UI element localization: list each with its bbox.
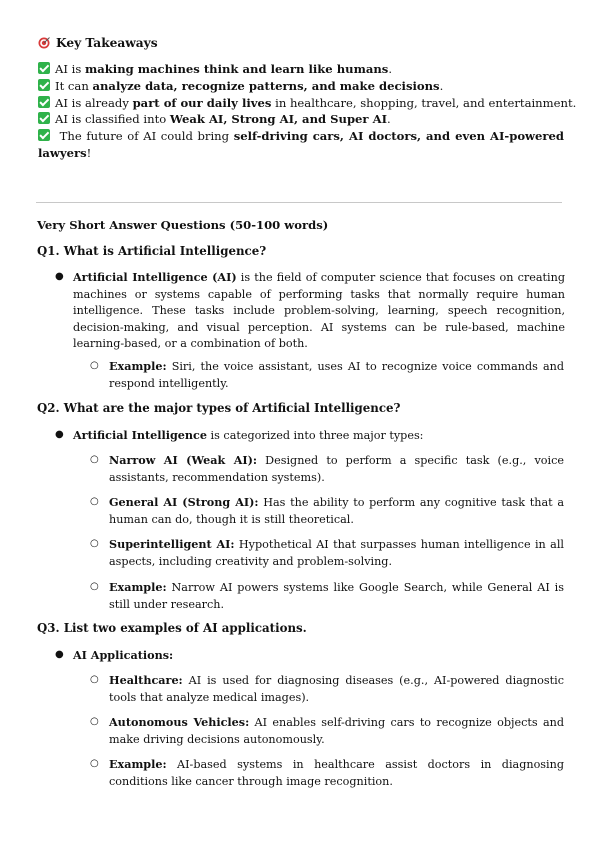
section-title: Very Short Answer Questions (50-100 words)	[37, 218, 329, 232]
takeaway-item: AI is classified into Weak AI, Strong AI, and Super AI.	[38, 111, 564, 128]
sub-bullet-icon: ○	[90, 360, 99, 371]
section-divider	[36, 202, 562, 203]
list-item: ● Artificial Intelligence is categorized into three major types:	[55, 428, 424, 442]
check-icon	[38, 112, 50, 124]
check-icon	[38, 129, 50, 141]
question-heading: Q3. List two examples of AI applications.	[37, 621, 307, 635]
bullet-icon: ●	[55, 649, 64, 660]
sub-bullet-icon: ○	[90, 496, 99, 507]
sub-list-item: ○ General AI (Strong AI): Has the ability to perform any cognitive task that a human can do, though it is still theoretical.	[90, 495, 564, 526]
bullet-icon: ●	[55, 429, 64, 440]
takeaway-item: It can analyze data, recognize patterns, and make decisions.	[38, 78, 564, 95]
check-icon	[38, 79, 50, 91]
sub-list-item: ○ Narrow AI (Weak AI): Designed to perform a specific task (e.g., voice assistants, recommendation systems).	[90, 453, 564, 484]
sub-list-item: ○ Autonomous Vehicles: AI enables self-driving cars to recognize objects and make driving decisions autonomously.	[90, 715, 564, 746]
target-icon	[38, 37, 50, 49]
list-item: ● AI Applications:	[55, 648, 174, 662]
takeaway-item: AI is already part of our daily lives in healthcare, shopping, travel, and entertainment.	[38, 95, 564, 112]
key-takeaways-heading	[38, 36, 158, 50]
sub-list-item: ○ Superintelligent AI: Hypothetical AI that surpasses human intelligence in all aspects, including creativity and problem-solving.	[90, 537, 564, 568]
sub-bullet-icon: ○	[90, 674, 99, 685]
takeaway-item: AI is making machines think and learn like humans.	[38, 61, 564, 78]
sub-bullet-icon: ○	[90, 538, 99, 549]
sub-bullet-icon: ○	[90, 454, 99, 465]
sub-list-item: ○ Example: Narrow AI powers systems like Google Search, while General AI is still under research.	[90, 580, 564, 611]
question-heading: Q2. What are the major types of Artificial Intelligence?	[37, 401, 401, 415]
check-icon	[38, 62, 50, 74]
sub-list-item: ○ Healthcare: AI is used for diagnosing diseases (e.g., AI-powered diagnostic tools that analyze medical images).	[90, 673, 564, 704]
sub-bullet-icon: ○	[90, 758, 99, 769]
check-icon	[38, 96, 50, 108]
list-item: ● Artificial Intelligence (AI) is the field of computer science that focuses on creating machines or systems capable of performing tasks that normally require human intelligence. These tasks include problem-solving, learning, speech recognition, decision-making, and visual perception. AI systems can be rule-based, machine learning-based, or a combination of both.	[55, 270, 565, 350]
takeaway-item-continuation: lawyers!	[38, 145, 92, 160]
bullet-icon: ●	[55, 271, 64, 282]
question-heading: Q1. What is Artificial Intelligence?	[37, 244, 267, 258]
takeaways-list	[38, 61, 577, 162]
takeaway-item: The future of AI could bring self-driving cars, AI doctors, and even AI-powered	[38, 128, 564, 145]
sub-list-item: ○ Example: AI-based systems in healthcare assist doctors in diagnosing conditions like cancer through image recognition.	[90, 757, 564, 788]
sub-bullet-icon: ○	[90, 581, 99, 592]
sub-bullet-icon: ○	[90, 716, 99, 727]
sub-list-item: ○ Example: Siri, the voice assistant, uses AI to recognize voice commands and respond intelligently.	[90, 359, 564, 390]
key-takeaways-title: Key Takeaways	[56, 36, 158, 50]
